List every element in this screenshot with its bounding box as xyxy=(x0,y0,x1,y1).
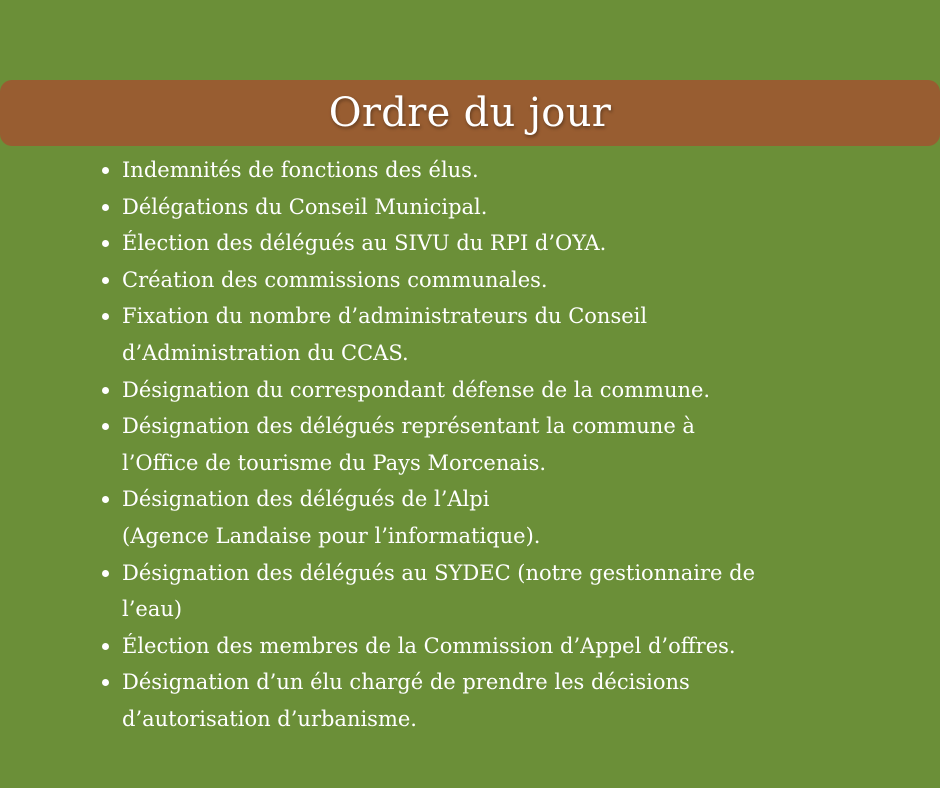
agenda-list xyxy=(100,152,840,738)
agenda-item xyxy=(100,555,840,628)
agenda-item-text: (Agence Landaise pour l’informatique). xyxy=(122,523,541,548)
page-title: Ordre du jour xyxy=(328,90,612,136)
bullet-icon xyxy=(102,423,109,430)
agenda-item-text: Élection des membres de la Commission d’Appel d’offres. xyxy=(122,633,736,658)
agenda-item xyxy=(100,298,840,371)
bullet-icon xyxy=(102,679,109,686)
bullet-icon xyxy=(102,277,109,284)
agenda-item xyxy=(100,225,840,262)
agenda-item-text: Désignation des délégués représentant la commune à xyxy=(122,414,695,439)
agenda-item-text: Désignation des délégués au SYDEC (notre gestionnaire de xyxy=(122,560,755,585)
agenda-item xyxy=(100,664,840,737)
agenda-item xyxy=(100,262,840,299)
agenda-item-text: d’autorisation d’urbanisme. xyxy=(122,706,417,731)
bullet-icon xyxy=(102,167,109,174)
bullet-icon xyxy=(102,496,109,503)
agenda-item-text: l’eau) xyxy=(122,597,183,622)
bullet-icon xyxy=(102,570,109,577)
bullet-icon xyxy=(102,387,109,394)
agenda-item-text: l’Office de tourisme du Pays Morcenais. xyxy=(122,450,547,475)
agenda-item-text: Désignation du correspondant défense de la commune. xyxy=(122,377,711,402)
agenda-item xyxy=(100,481,840,554)
agenda-item xyxy=(100,372,840,409)
agenda-item xyxy=(100,408,840,481)
agenda-item-text: Indemnités de fonctions des élus. xyxy=(122,158,479,182)
agenda-item xyxy=(100,628,840,665)
bullet-icon xyxy=(102,643,109,650)
bullet-icon xyxy=(102,313,109,320)
agenda-item-text: Désignation des délégués de l’Alpi xyxy=(122,487,490,512)
agenda-item xyxy=(100,152,840,189)
agenda-item-text: Création des commissions communales. xyxy=(122,267,548,292)
agenda-item-text: Élection des délégués au SIVU du RPI d’OYA. xyxy=(122,231,607,256)
bullet-icon xyxy=(102,240,109,247)
agenda-item-text: Désignation d’un élu chargé de prendre les décisions xyxy=(122,670,690,695)
title-banner xyxy=(0,80,940,146)
agenda-item-text: Fixation du nombre d’administrateurs du Conseil xyxy=(122,304,648,329)
agenda-item xyxy=(100,189,840,226)
agenda-item-text: d’Administration du CCAS. xyxy=(122,340,409,365)
bullet-icon xyxy=(102,204,109,211)
agenda-item-text: Délégations du Conseil Municipal. xyxy=(122,194,488,219)
